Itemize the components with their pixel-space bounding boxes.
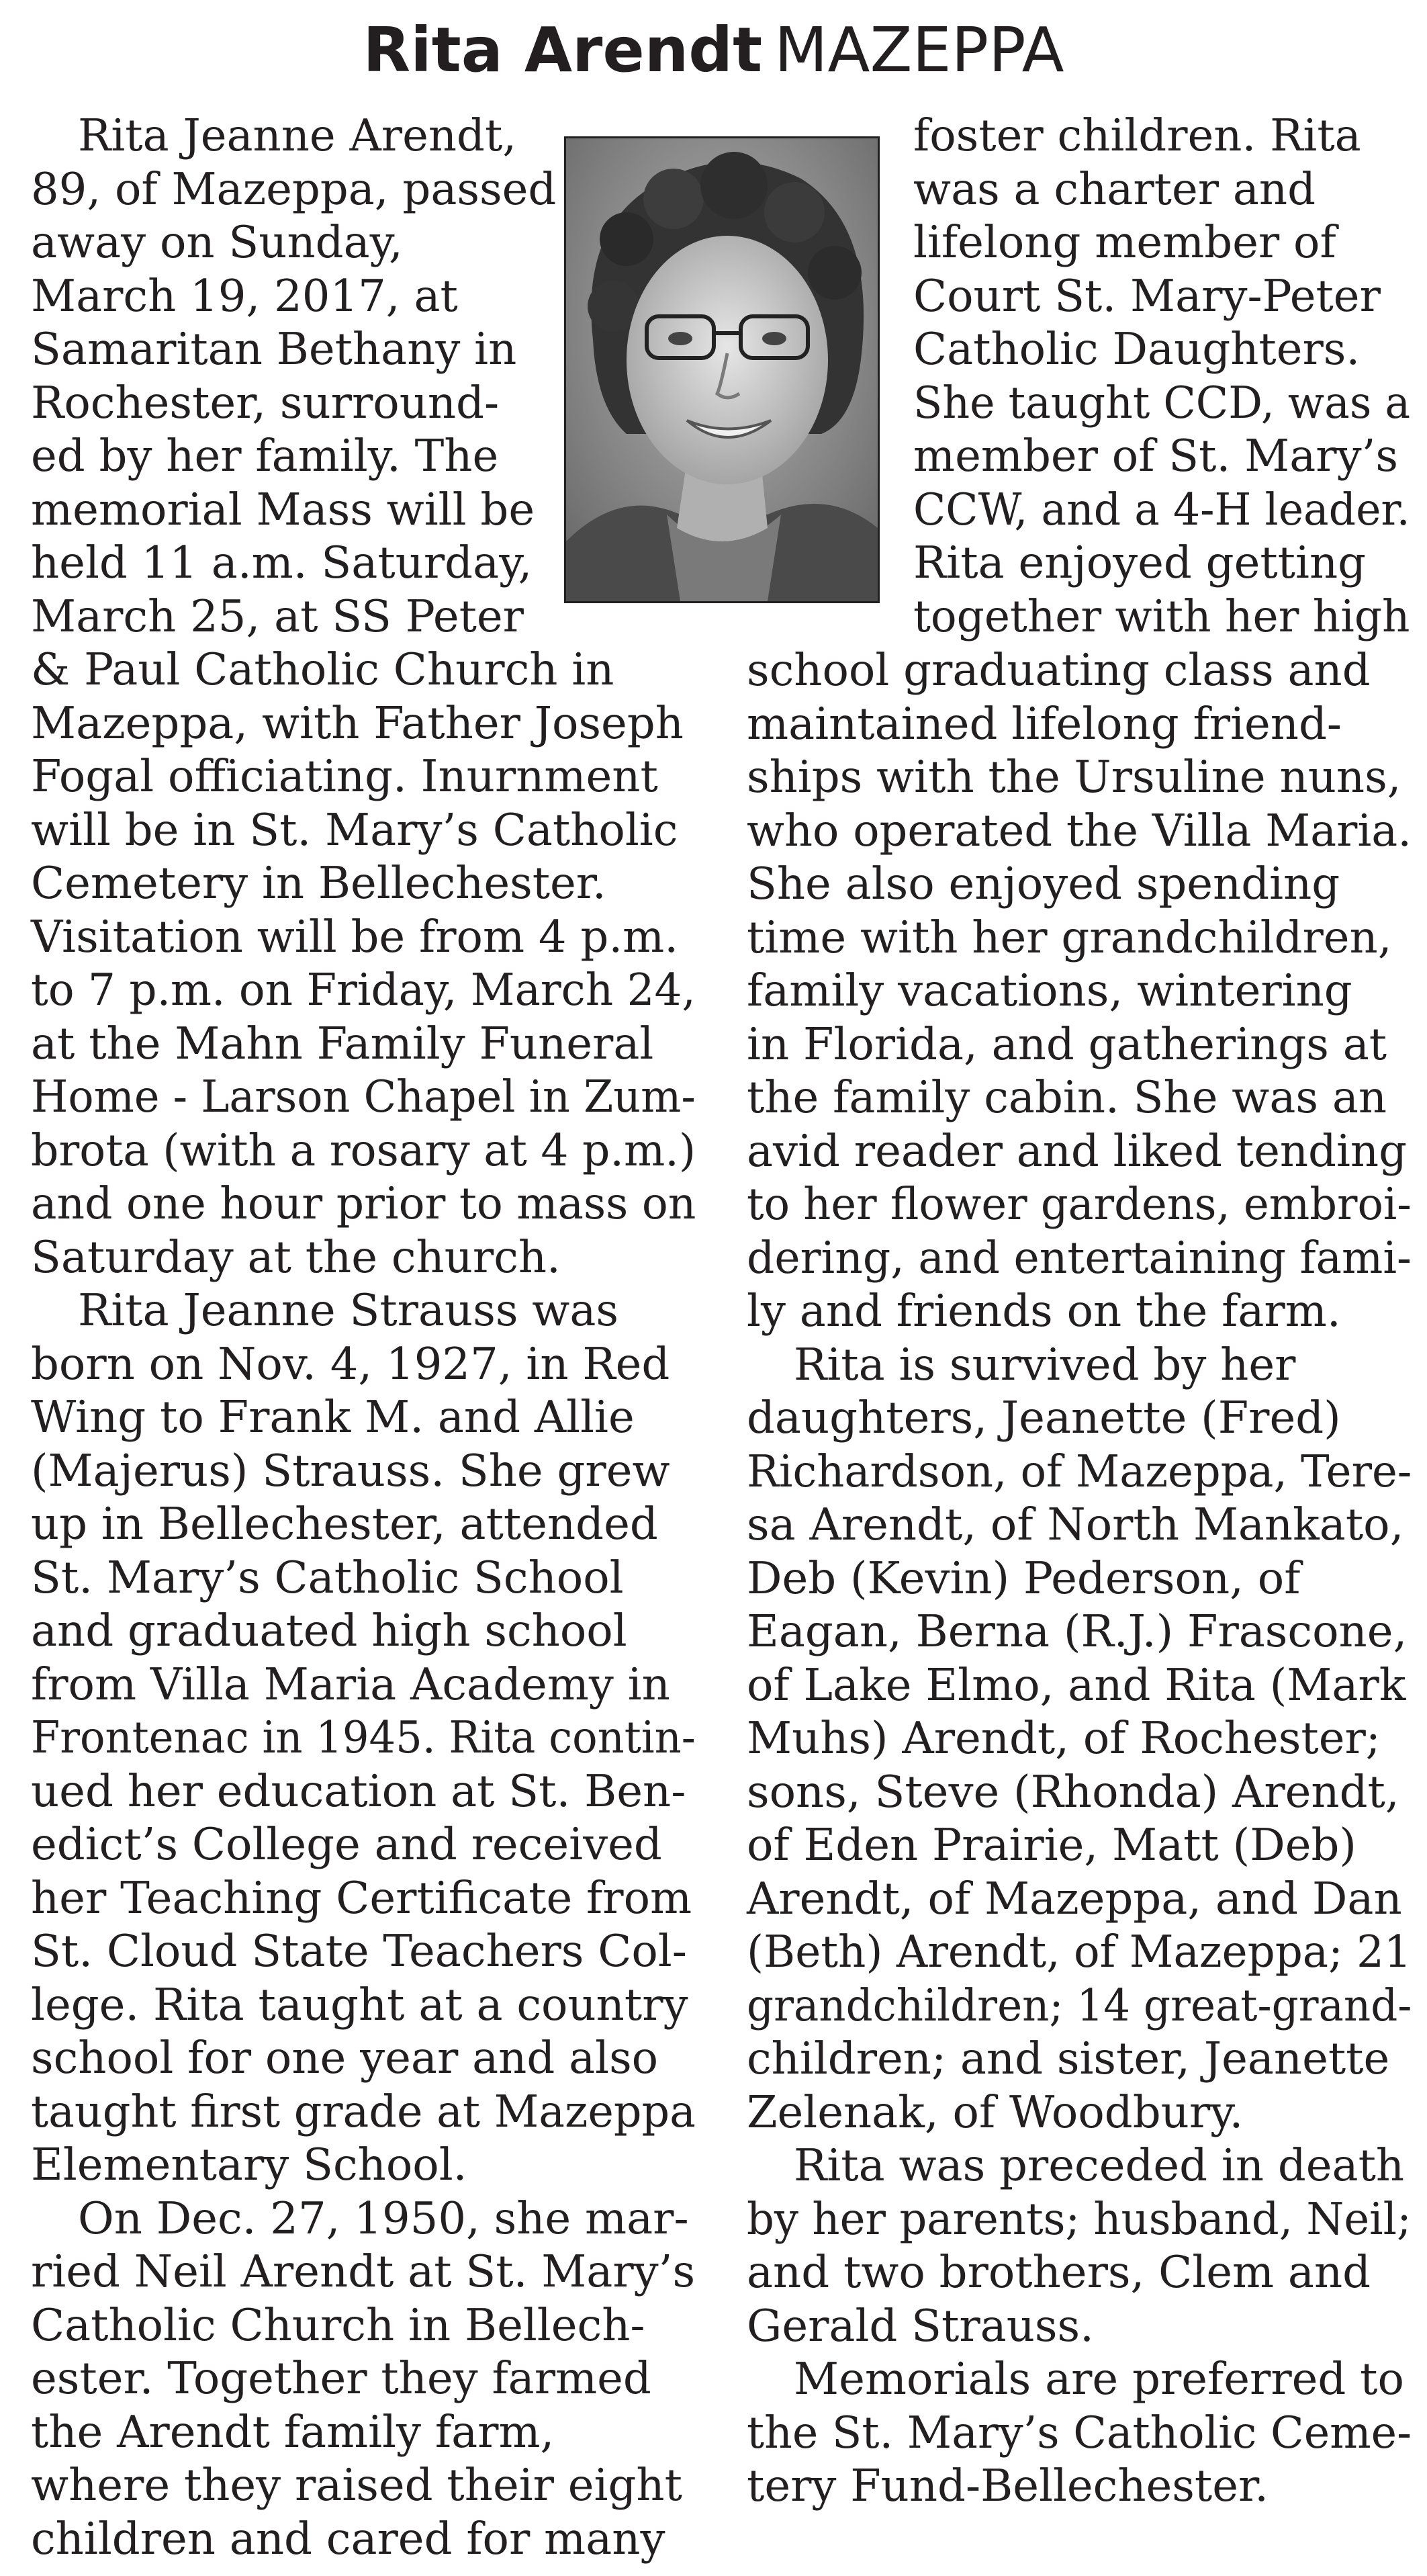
- text-line: who operated the Villa Maria.: [747, 805, 1412, 856]
- text-line: the Arendt family farm,: [31, 2406, 555, 2458]
- text-line: children and cared for many: [31, 2513, 665, 2565]
- text-line: Visitation will be from 4 p.m.: [31, 911, 679, 963]
- text-line: Court St. Mary-Peter: [913, 270, 1381, 322]
- text-line: her Teaching Certificate from: [31, 1872, 692, 1924]
- text-line: CCW, and a 4-H leader.: [913, 484, 1410, 535]
- text-line: ried Neil Arendt at St. Mary’s: [31, 2246, 696, 2297]
- text-line: Gerald Strauss.: [747, 2300, 1094, 2352]
- text-line: Memorials are preferred to: [794, 2354, 1404, 2405]
- text-line: Zelenak, of Woodbury.: [747, 2086, 1244, 2138]
- text-line: away on Sunday,: [31, 217, 403, 268]
- headline-town: MAZEPPA: [774, 14, 1064, 86]
- text-line: Rita is survived by her: [794, 1339, 1296, 1390]
- text-line: (Beth) Arendt, of Mazeppa; 21: [747, 1926, 1412, 1978]
- text-line: will be in St. Mary’s Catholic: [31, 804, 678, 856]
- text-line: edict’s College and received: [31, 1819, 662, 1870]
- text-line: to her flower gardens, embroi-: [747, 1179, 1412, 1230]
- text-line: lifelong member of: [913, 217, 1336, 268]
- text-line: school for one year and also: [31, 2033, 659, 2084]
- text-line: up in Bellechester, attended: [31, 1499, 658, 1550]
- text-line: was a charter and: [913, 163, 1316, 215]
- text-line: children; and sister, Jeanette: [747, 2033, 1390, 2084]
- text-line: foster children. Rita: [913, 110, 1361, 161]
- text-line: Rita enjoyed getting: [913, 537, 1367, 588]
- text-line: born on Nov. 4, 1927, in Red: [31, 1338, 670, 1390]
- text-line: Mazeppa, with Father Joseph: [31, 697, 684, 749]
- headline-name: Rita Arendt: [363, 14, 763, 86]
- text-line: at the Mahn Family Funeral: [31, 1018, 654, 1069]
- text-line: avid reader and liked tending: [747, 1125, 1408, 1177]
- text-line: of Lake Elmo, and Rita (Mark: [747, 1659, 1406, 1711]
- text-line: St. Cloud State Teachers Col-: [31, 1926, 687, 1977]
- text-line: where they raised their eight: [31, 2460, 682, 2511]
- text-line: ester. Together they farmed: [31, 2353, 651, 2404]
- text-line: Eagan, Berna (R.J.) Frascone,: [747, 1606, 1408, 1657]
- left-column: [31, 109, 730, 2566]
- text-line: & Paul Catholic Church in: [31, 644, 614, 695]
- headline: [0, 7, 1427, 94]
- text-line: ly and friends on the farm.: [747, 1286, 1341, 1337]
- text-line: to 7 p.m. on Friday, March 24,: [31, 965, 696, 1016]
- text-line: tery Fund-Bellechester.: [747, 2460, 1269, 2512]
- text-line: Frontenac in 1945. Rita contin-: [31, 1712, 696, 1763]
- text-line: by her parents; husband, Neil;: [747, 2193, 1412, 2245]
- text-line: 89, of Mazeppa, passed: [31, 163, 557, 215]
- text-line: Elementary School.: [31, 2139, 467, 2190]
- text-line: time with her grandchildren,: [747, 912, 1392, 963]
- text-line: Muhs) Arendt, of Rochester;: [747, 1713, 1381, 1764]
- text-line: the family cabin. She was an: [747, 1072, 1387, 1123]
- text-line: from Villa Maria Academy in: [31, 1658, 670, 1710]
- text-line: sons, Steve (Rhonda) Arendt,: [747, 1766, 1399, 1818]
- text-line: brota (with a rosary at 4 p.m.): [31, 1124, 696, 1176]
- text-line: St. Mary’s Catholic School: [31, 1552, 624, 1603]
- text-line: dering, and entertaining fami-: [747, 1232, 1412, 1284]
- text-line: Arendt, of Mazeppa, and Dan: [747, 1873, 1402, 1924]
- text-line: Fogal officiating. Inurnment: [31, 751, 658, 802]
- text-line: together with her high: [913, 590, 1410, 642]
- text-line: held 11 a.m. Saturday,: [31, 537, 533, 588]
- text-line: member of St. Mary’s: [913, 431, 1399, 482]
- text-line: taught first grade at Mazeppa: [31, 2086, 696, 2137]
- text-line: the St. Mary’s Catholic Ceme-: [747, 2407, 1412, 2458]
- text-line: daughters, Jeanette (Fred): [747, 1392, 1341, 1444]
- text-line: Saturday at the church.: [31, 1231, 561, 1283]
- text-line: grandchildren; 14 great-grand-: [747, 1980, 1412, 2031]
- text-line: ued her education at St. Ben-: [31, 1765, 686, 1817]
- text-line: Rita Jeanne Strauss was: [78, 1285, 618, 1336]
- text-line: She taught CCD, was a: [913, 377, 1411, 429]
- text-line: and one hour prior to mass on: [31, 1178, 696, 1229]
- text-line: Richardson, of Mazeppa, Tere-: [747, 1446, 1412, 1497]
- text-line: ed by her family. The: [31, 431, 499, 482]
- text-line: Rita Jeanne Arendt,: [78, 110, 517, 161]
- text-line: and graduated high school: [31, 1605, 627, 1656]
- text-line: Home - Larson Chapel in Zum-: [31, 1071, 696, 1122]
- text-line: March 19, 2017, at: [31, 270, 458, 322]
- text-line: (Majerus) Strauss. She grew: [31, 1445, 670, 1497]
- text-line: in Florida, and gatherings at: [747, 1018, 1387, 1070]
- text-line: Cemetery in Bellechester.: [31, 858, 606, 909]
- text-line: of Eden Prairie, Matt (Deb): [747, 1820, 1356, 1871]
- text-line: lege. Rita taught at a country: [31, 1979, 688, 2031]
- text-line: Samaritan Bethany in: [31, 324, 517, 375]
- text-line: school graduating class and: [747, 645, 1371, 696]
- text-line: Wing to Frank M. and Allie: [31, 1392, 635, 1443]
- text-line: On Dec. 27, 1950, she mar-: [78, 2192, 689, 2244]
- text-line: family vacations, wintering: [747, 965, 1352, 1016]
- text-line: Catholic Church in Bellech-: [31, 2299, 645, 2351]
- right-column-top: [913, 109, 1427, 643]
- text-line: Catholic Daughters.: [913, 324, 1361, 375]
- text-line: Rita was preceded in death: [794, 2140, 1405, 2191]
- text-line: She also enjoyed spending: [747, 858, 1340, 909]
- text-line: Deb (Kevin) Pederson, of: [747, 1552, 1301, 1604]
- text-line: Rochester, surround-: [31, 377, 500, 429]
- text-line: memorial Mass will be: [31, 484, 535, 535]
- right-column: [747, 644, 1427, 2514]
- text-line: March 25, at SS Peter: [31, 590, 524, 642]
- text-line: ships with the Ursuline nuns,: [747, 752, 1401, 803]
- text-line: sa Arendt, of North Mankato,: [747, 1499, 1404, 1550]
- text-line: maintained lifelong friend-: [747, 698, 1342, 750]
- text-line: and two brothers, Clem and: [747, 2247, 1371, 2298]
